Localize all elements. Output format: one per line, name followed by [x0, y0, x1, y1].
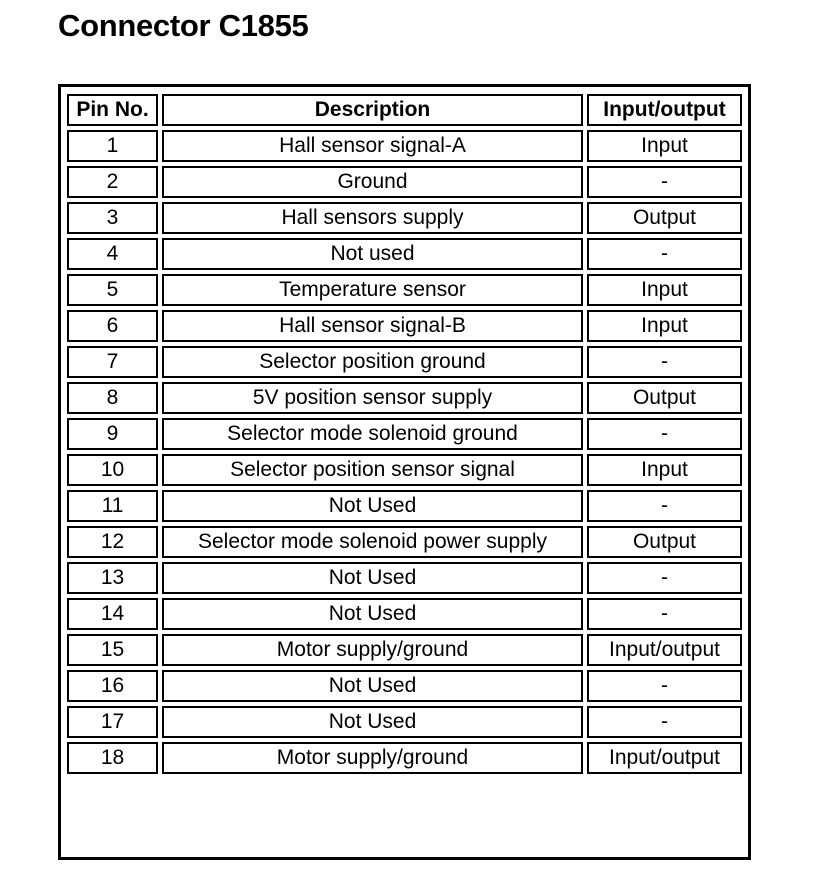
description-cell: Not Used: [162, 706, 583, 738]
table-row: [67, 166, 742, 198]
input-output-cell: -: [587, 706, 742, 738]
table-row: [67, 670, 742, 702]
table-row: [67, 562, 742, 594]
description-cell: Selector position sensor signal: [162, 454, 583, 486]
header-pin-number: Pin No.: [67, 94, 158, 126]
pin-number-cell: 15: [67, 634, 158, 666]
page-title: Connector C1855: [58, 8, 309, 43]
table-body: [67, 130, 742, 774]
input-output-cell: Input: [587, 310, 742, 342]
input-output-cell: Output: [587, 382, 742, 414]
table-row: [67, 382, 742, 414]
description-cell: Motor supply/ground: [162, 742, 583, 774]
input-output-cell: Input/output: [587, 634, 742, 666]
table-row: [67, 274, 742, 306]
description-cell: Not used: [162, 238, 583, 270]
input-output-cell: Input/output: [587, 742, 742, 774]
table-row: [67, 346, 742, 378]
input-output-cell: Output: [587, 526, 742, 558]
table-row: [67, 130, 742, 162]
pin-number-cell: 18: [67, 742, 158, 774]
input-output-cell: -: [587, 562, 742, 594]
table-row: [67, 706, 742, 738]
table-row: [67, 490, 742, 522]
pin-number-cell: 4: [67, 238, 158, 270]
header-input-output: Input/output: [587, 94, 742, 126]
table-row: [67, 742, 742, 774]
pin-number-cell: 6: [67, 310, 158, 342]
input-output-cell: Input: [587, 454, 742, 486]
input-output-cell: Input: [587, 274, 742, 306]
description-cell: 5V position sensor supply: [162, 382, 583, 414]
description-cell: Hall sensors supply: [162, 202, 583, 234]
pin-number-cell: 13: [67, 562, 158, 594]
pin-number-cell: 9: [67, 418, 158, 450]
pin-number-cell: 7: [67, 346, 158, 378]
input-output-cell: -: [587, 490, 742, 522]
table-row: [67, 526, 742, 558]
input-output-cell: -: [587, 238, 742, 270]
pin-number-cell: 2: [67, 166, 158, 198]
input-output-cell: -: [587, 346, 742, 378]
pin-number-cell: 11: [67, 490, 158, 522]
description-cell: Selector mode solenoid ground: [162, 418, 583, 450]
description-cell: Selector position ground: [162, 346, 583, 378]
pin-table-frame: [58, 84, 751, 860]
pin-number-cell: 3: [67, 202, 158, 234]
input-output-cell: -: [587, 166, 742, 198]
input-output-cell: Input: [587, 130, 742, 162]
pin-number-cell: 8: [67, 382, 158, 414]
table-row: [67, 238, 742, 270]
table-row: [67, 418, 742, 450]
pin-number-cell: 17: [67, 706, 158, 738]
description-cell: Not Used: [162, 598, 583, 630]
description-cell: Motor supply/ground: [162, 634, 583, 666]
table-row: [67, 598, 742, 630]
description-cell: Hall sensor signal-A: [162, 130, 583, 162]
header-description: Description: [162, 94, 583, 126]
pin-table: [63, 90, 746, 778]
table-header-row: [67, 94, 742, 126]
input-output-cell: -: [587, 598, 742, 630]
table-row: [67, 454, 742, 486]
description-cell: Ground: [162, 166, 583, 198]
description-cell: Hall sensor signal-B: [162, 310, 583, 342]
pin-number-cell: 12: [67, 526, 158, 558]
description-cell: Temperature sensor: [162, 274, 583, 306]
input-output-cell: -: [587, 418, 742, 450]
pin-number-cell: 14: [67, 598, 158, 630]
table-row: [67, 310, 742, 342]
description-cell: Not Used: [162, 490, 583, 522]
description-cell: Selector mode solenoid power supply: [162, 526, 583, 558]
input-output-cell: Output: [587, 202, 742, 234]
pin-number-cell: 10: [67, 454, 158, 486]
table-row: [67, 634, 742, 666]
pin-number-cell: 5: [67, 274, 158, 306]
pin-number-cell: 16: [67, 670, 158, 702]
pin-number-cell: 1: [67, 130, 158, 162]
table-row: [67, 202, 742, 234]
description-cell: Not Used: [162, 670, 583, 702]
input-output-cell: -: [587, 670, 742, 702]
description-cell: Not Used: [162, 562, 583, 594]
